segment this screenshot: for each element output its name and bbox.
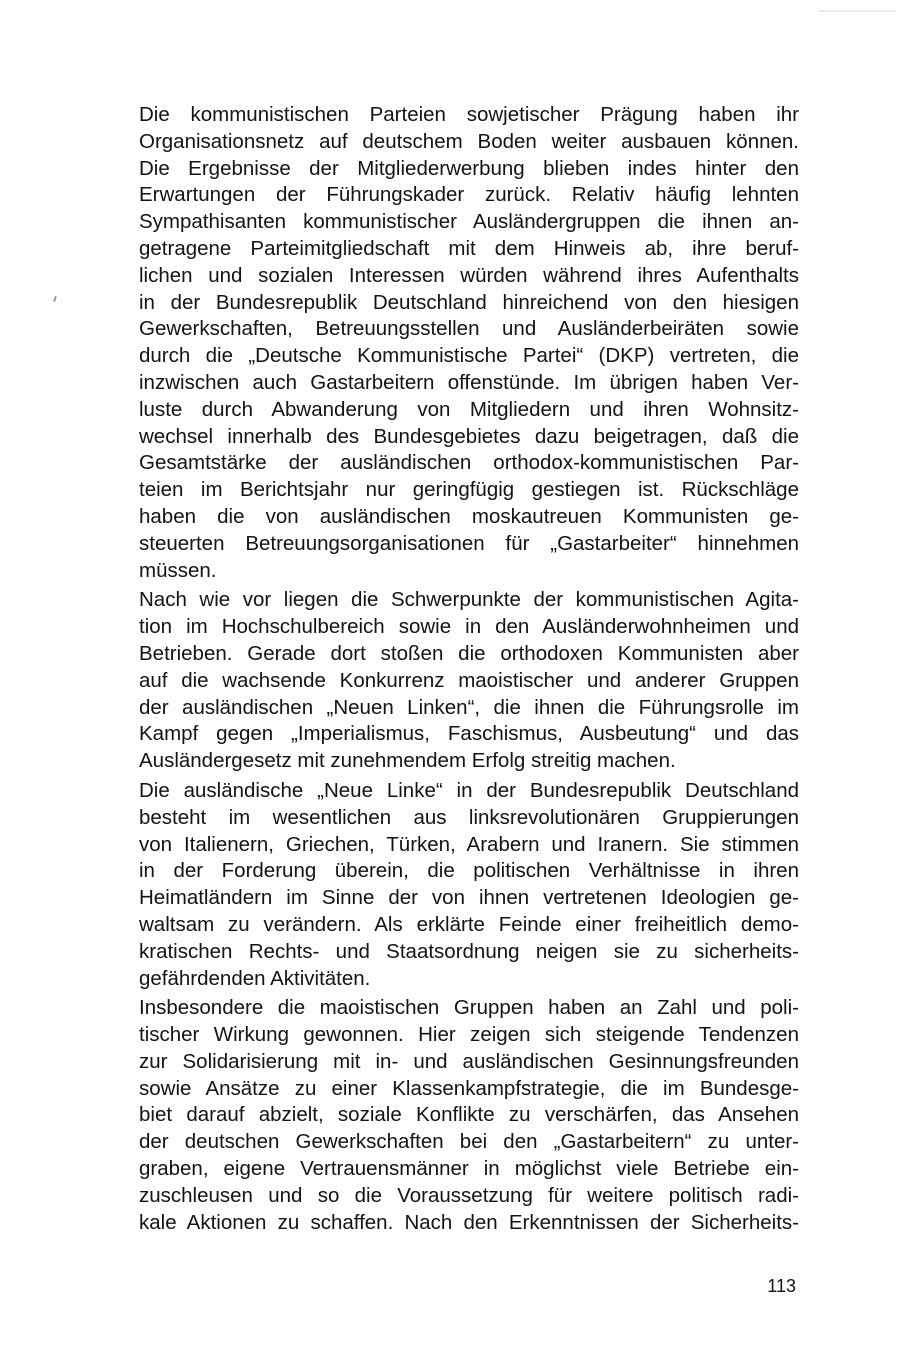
text-line: auf die wachsende Konkurrenz maoistischer und anderer Gruppen xyxy=(139,668,799,692)
paragraph xyxy=(139,778,799,992)
text-line: waltsam zu verändern. Als erklärte Feinde einer freiheitlich demo- xyxy=(139,912,799,936)
scan-speck xyxy=(53,296,57,302)
text-line: luste durch Abwanderung von Mitgliedern und ihren Wohnsitz- xyxy=(139,397,799,421)
text-line: in der Forderung überein, die politischen Verhältnisse in ihren xyxy=(139,859,799,883)
text-line: steuerten Betreuungsorganisationen für „Gastarbeiter“ hinnehmen xyxy=(139,531,799,555)
scan-edge-mark xyxy=(818,10,896,12)
text-line: in der Bundesrepublik Deutschland hinreichend von den hiesigen xyxy=(139,290,799,314)
text-line: Die Ergebnisse der Mitgliederwerbung blieben indes hinter den xyxy=(139,156,799,180)
text-line: Heimatländern im Sinne der von ihnen vertretenen Ideologien ge- xyxy=(139,886,799,910)
text-line: sowie Ansätze zu einer Klassenkampfstrategie, die im Bundesge- xyxy=(139,1076,799,1100)
text-line: müssen. xyxy=(139,558,217,582)
text-line: gefährdenden Aktivitäten. xyxy=(139,966,371,990)
text-line: Ausländergesetz mit zunehmendem Erfolg streitig machen. xyxy=(139,749,676,773)
text-line: der deutschen Gewerkschaften bei den „Gastarbeitern“ zu unter- xyxy=(139,1130,799,1154)
paragraph xyxy=(139,102,799,584)
text-line: Organisationsnetz auf deutschem Boden weiter ausbauen können. xyxy=(139,129,799,153)
text-line: der ausländischen „Neuen Linken“, die ihnen die Führungsrolle im xyxy=(139,695,799,719)
text-line: getragene Parteimitgliedschaft mit dem Hinweis ab, ihre beruf- xyxy=(139,236,799,260)
body-text xyxy=(139,102,799,1236)
paragraph xyxy=(139,587,799,775)
text-line: teien im Berichtsjahr nur geringfügig gestiegen ist. Rückschläge xyxy=(139,478,799,502)
text-line: Kampf gegen „Imperialismus, Faschismus, Ausbeutung“ und das xyxy=(139,722,799,746)
text-line: inzwischen auch Gastarbeitern offenstünde. Im übrigen haben Ver- xyxy=(139,370,799,394)
text-line: besteht im wesentlichen aus linksrevolutionären Gruppierungen xyxy=(139,805,799,829)
text-line: Sympathisanten kommunistischer Ausländergruppen die ihnen an- xyxy=(139,210,799,234)
text-line: Gewerkschaften, Betreuungsstellen und Ausländerbeiräten sowie xyxy=(139,317,799,341)
text-line: tion im Hochschulbereich sowie in den Ausländerwohnheimen und xyxy=(139,615,799,639)
paragraph xyxy=(139,995,799,1236)
text-line: kale Aktionen zu schaffen. Nach den Erkenntnissen der Sicherheits- xyxy=(139,1210,799,1234)
text-line: Insbesondere die maoistischen Gruppen haben an Zahl und poli- xyxy=(139,996,799,1020)
text-line: Gesamtstärke der ausländischen orthodox-kommunistischen Par- xyxy=(139,451,799,475)
text-line: biet darauf abzielt, soziale Konflikte zu verschärfen, das Ansehen xyxy=(139,1103,799,1127)
text-line: wechsel innerhalb des Bundesgebietes dazu beigetragen, daß die xyxy=(139,424,799,448)
page-number: 113 xyxy=(767,1276,796,1296)
text-line: zuschleusen und so die Voraussetzung für weitere politisch radi- xyxy=(139,1183,799,1207)
text-line: tischer Wirkung gewonnen. Hier zeigen sich steigende Tendenzen xyxy=(139,1023,799,1047)
text-line: Erwartungen der Führungskader zurück. Relativ häufig lehnten xyxy=(139,183,799,207)
text-line: Nach wie vor liegen die Schwerpunkte der kommunistischen Agita- xyxy=(139,588,799,612)
text-line: lichen und sozialen Interessen würden während ihres Aufenthalts xyxy=(139,263,799,287)
text-line: haben die von ausländischen moskautreuen Kommunisten ge- xyxy=(139,504,799,528)
text-line: Die kommunistischen Parteien sowjetischer Prägung haben ihr xyxy=(139,103,799,126)
text-line: Betrieben. Gerade dort stoßen die orthodoxen Kommunisten aber xyxy=(139,641,799,665)
text-line: Die ausländische „Neue Linke“ in der Bundesrepublik Deutschland xyxy=(139,778,799,802)
text-line: durch die „Deutsche Kommunistische Partei“ (DKP) vertreten, die xyxy=(139,344,799,368)
text-line: von Italienern, Griechen, Türken, Arabern und Iranern. Sie stimmen xyxy=(139,832,799,856)
text-line: graben, eigene Vertrauensmänner in möglichst viele Betriebe ein- xyxy=(139,1157,799,1181)
text-line: kratischen Rechts- und Staatsordnung neigen sie zu sicherheits- xyxy=(139,939,799,963)
text-line: zur Solidarisierung mit in- und ausländischen Gesinnungsfreunden xyxy=(139,1049,799,1073)
